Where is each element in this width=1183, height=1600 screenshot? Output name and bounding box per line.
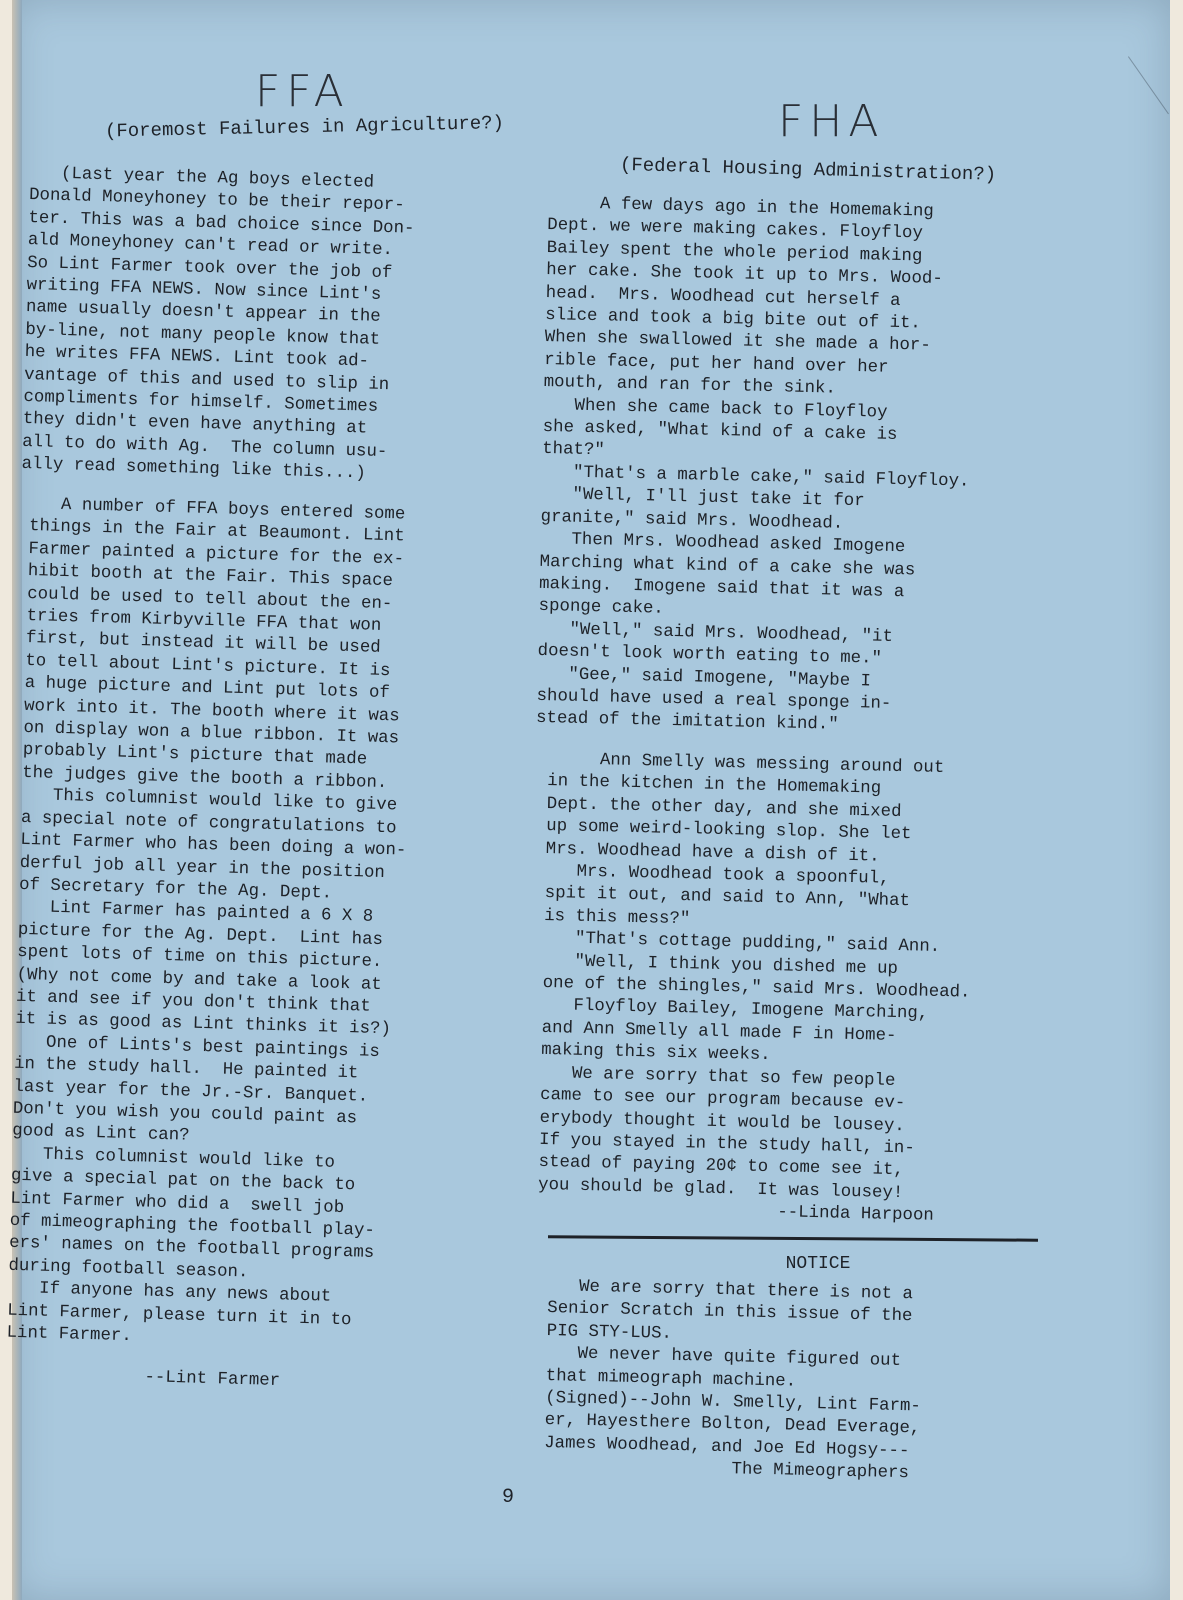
section-divider bbox=[548, 1235, 1038, 1241]
ffa-signature: --Lint Farmer bbox=[29, 1364, 281, 1391]
ffa-intro-paragraph: (Last year the Ag boys elected Donald Moneyhoney to be their repor- ter. This was a bad choice since Don- ald Moneyhoney can't read or write. So Lint Farmer took over the job of writing FFA NEWS. Now since Lint's name usually doesn't appear in the by-line, not many people know that he writes FFA NEWS. Lint took ad- vantage of this and used to slip in compliments for himself. Sometimes they didn't even have anything at all to do with Ag. The column usu- ally read something like this...) bbox=[21, 163, 415, 484]
page-number: 9 bbox=[502, 1486, 515, 1509]
ffa-title: FFA bbox=[255, 66, 350, 117]
ffa-subtitle: (Foremost Failures in Agriculture?) bbox=[104, 112, 505, 143]
fha-title: FHA bbox=[778, 96, 885, 147]
ffa-column bbox=[6, 66, 570, 1391]
notice-body: We are sorry that there is not a Senior Scratch in this issue of the PIG STY-LUS. We never have quite figured out that mimeograph machine. (Signed)--John W. Smelly, Lint Farm- er, Hayesthere Bolton, Dead Everage, James Woodhead, and Joe Ed Hogsy--- The Mimeographers bbox=[543, 1277, 922, 1484]
fha-signature: --Linda Harpoon bbox=[547, 1197, 935, 1226]
notice-title: NOTICE bbox=[785, 1254, 851, 1275]
page-crease-mark bbox=[1100, 56, 1169, 133]
fha-pudding-story: Ann Smelly was messing around out in the kitchen in the Homemaking Dept. the other day, and she mixed up some weird-looking slop. She let Mrs. Woodhead have a dish of it. Mrs. Woodhead took a spoonful, spit it out, and said to Ann, "What is this mess?" "That's cottage pudding," said Ann. "Well, I think you dished me up one of the shingles," said Mrs. Woodhead. Floyfloy Bailey, Imogene Marching, and Ann Smelly all made F in Home- making this six weeks. We are sorry that so few people came to see our program because ev- erybody thought it would be lousey. If you stayed in the study hall, in- stead of paying 20¢ to come see it, you should be glad. It was lousey! bbox=[537, 749, 971, 1203]
ffa-body-paragraph: A number of FFA boys entered some things in the Fair at Beaumont. Lint Farmer painted a picture for the ex- hibit booth at the Fair. This space could be used to tell about the en- tries from Kirbyville FFA that won first, but instead it will be used to tell about Lint's picture. It is a huge picture and Lint put lots of work into it. The booth where it was on display won a blue ribbon. It was probably Lint's picture that made the judges give the booth a ribbon. This columnist would like to give a special note of congratulations to Lint Farmer who has been doing a won- derful job all year in the position of Secretary for the Ag. Dept. Lint Farmer has painted a 6 X 8 picture for the Ag. Dept. Lint has spent lots of time on this picture. (Why not come by and take a look at it and see if you don't think that it is as good as Lint thinks it is?) One of Lints's best paintings is in the study hall. He painted it last year for the Jr.-Sr. Banquet. Don't you wish you could paint as good as Lint can? This columnist would like to give a special pat on the back to Lint Farmer who did a swell job of mimeographing the football play- ers' names on the football programs during football season. If anyone has any news about Lint Farmer, please turn it in to Lint Farmer. bbox=[6, 495, 407, 1347]
fha-column bbox=[535, 96, 1088, 1484]
fha-subtitle: (Federal Housing Administration?) bbox=[619, 153, 997, 186]
fha-cake-story: A few days ago in the Homemaking Dept. we were making cakes. Floyfloy Bailey spent the whole period making her cake. She took it up to Mrs. Wood- head. Mrs. Woodhead cut herself a slice and took a big bite out of it. When she swallowed it she made a hor- rible face, put her hand over her mouth, and ran for the sink. When she came back to Floyfloy she asked, "What kind of a cake is that?" "That's a marble cake," said Floyfloy. "Well, I'll just take it for granite," said Mrs. Woodhead. Then Mrs. Woodhead asked Imogene Marching what kind of a cake she was making. Imogene said that it was a sponge cake. "Well," said Mrs. Woodhead, "it doesn't look worth eating to me." "Gee," said Imogene, "Maybe I should have used a real sponge in- stead of the imitation kind." bbox=[535, 193, 970, 735]
newsletter-page bbox=[6, 0, 1170, 1600]
